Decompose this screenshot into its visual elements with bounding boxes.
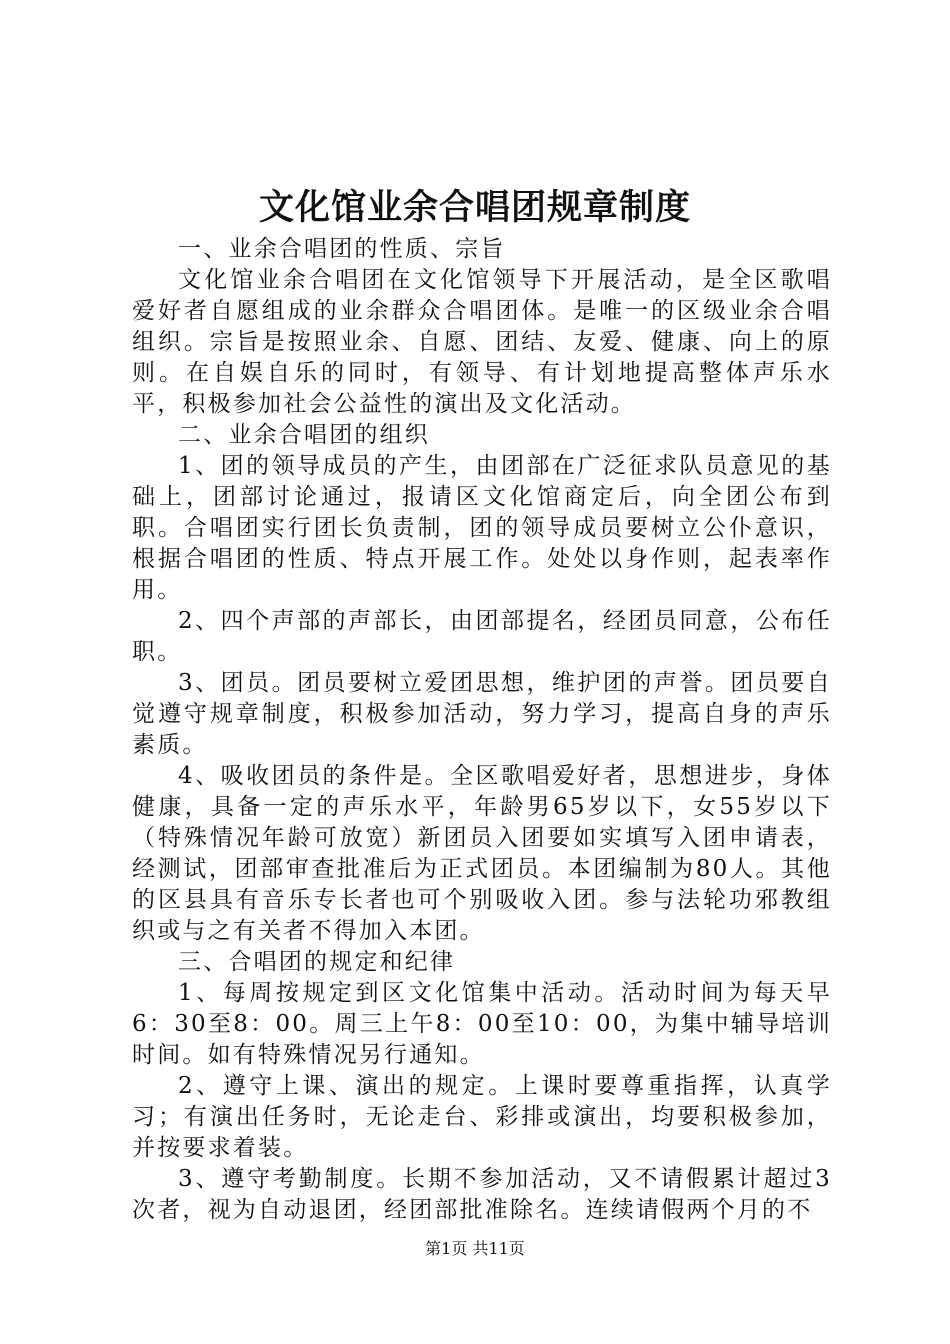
paragraph: 3、遵守考勤制度。长期不参加活动，又不请假累计超过3次者，视为自动退团，经团部批准除名。连续请假两个月的不 — [132, 1166, 832, 1223]
paragraph: 2、四个声部的声部长，由团部提名，经团员同意，公布任职。 — [132, 608, 832, 665]
paragraph: 4、吸收团员的条件是。全区歌唱爱好者，思想进步，身体健康，具备一定的声乐水平，年龄男65岁以下，女55岁以下（特殊情况年龄可放宽）新团员入团要如实填写入团申请表，经测试，团部审查批准后为正式团员。本团编制为80人。其他的区县具有音乐专长者也可个别吸收入团。参与法轮功邪教组织或与之有关者不得加入本团。 — [132, 763, 832, 944]
page-footer: 第1页 共11页 — [425, 1239, 525, 1258]
section-heading: 一、业余合唱团的性质、宗旨 — [178, 236, 506, 262]
paragraph: 2、遵守上课、演出的规定。上课时要尊重指挥，认真学习；有演出任务时，无论走台、彩排或演出，均要积极参加，并按要求着装。 — [132, 1073, 832, 1161]
paragraph: 1、每周按规定到区文化馆集中活动。活动时间为每天早6：30至8：00。周三上午8：00至10：00，为集中辅导培训时间。如有特殊情况另行通知。 — [132, 980, 832, 1068]
paragraph: 文化馆业余合唱团在文化馆领导下开展活动，是全区歌唱爱好者自愿组成的业余群众合唱团体。是唯一的区级业余合唱组织。宗旨是按照业余、自愿、团结、友爱、健康、向上的原则。在自娱自乐的同时，有领导、有计划地提高整体声乐水平，积极参加社会公益性的演出及文化活动。 — [132, 267, 832, 417]
section-heading: 三、合唱团的规定和纪律 — [178, 949, 456, 975]
section-heading: 二、业余合唱团的组织 — [178, 422, 430, 448]
paragraph: 1、团的领导成员的产生，由团部在广泛征求队员意见的基础上，团部讨论通过，报请区文化馆商定后，向全团公布到职。合唱团实行团长负责制，团的领导成员要树立公仆意识，根据合唱团的性质、特点开展工作。处处以身作则，起表率作用。 — [132, 453, 832, 603]
document-body — [132, 234, 832, 1226]
document-title: 文化馆业余合唱团规章制度 — [258, 187, 691, 228]
paragraph: 3、团员。团员要树立爱团思想，维护团的声誉。团员要自觉遵守规章制度，积极参加活动，努力学习，提高自身的声乐素质。 — [132, 670, 832, 758]
